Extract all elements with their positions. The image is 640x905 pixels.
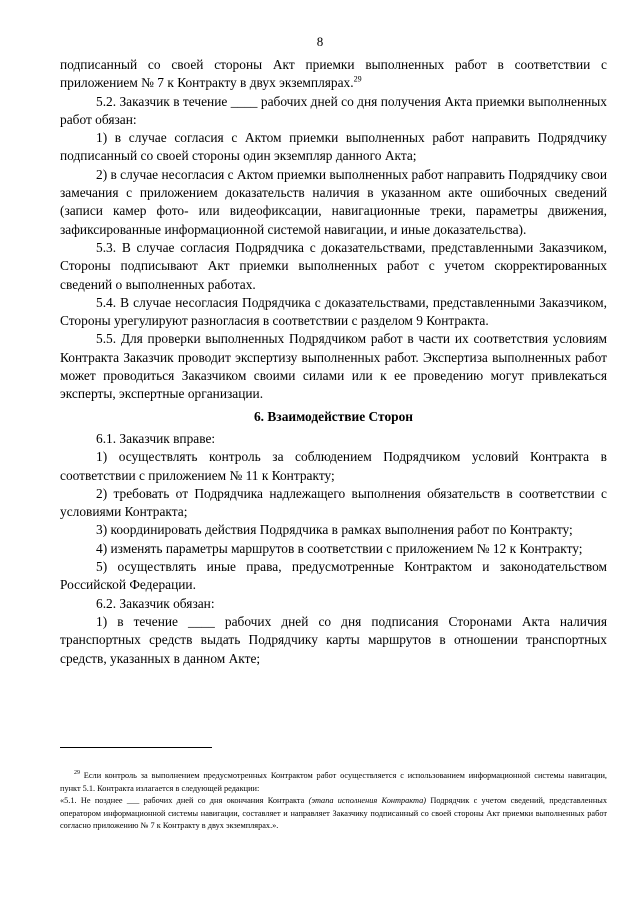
footnote-italic-text: (этапа исполнения Контракта) [308,796,427,806]
section-heading: 6. Взаимодействие Сторон [253,408,413,424]
document-body [60,56,607,668]
clause-6-1-item-3: 3) координировать действия Подрядчика в рамках выполнения работ по Контракту; [96,522,573,538]
footnote-line-1 [60,770,607,795]
footnote-text: Если контроль за выполнением предусмотренных Контрактом работ осуществляется с использованием информационной системы навигации, пункт 5.1. Контракта излагается в следующей редакции: [60,771,607,793]
clause-5-5: 5.5. Для проверки выполненных Подрядчиком работ в части их соответствия условиям Контракта Заказчик проводит экспертизу выполненных работ. Экспертиза выполненных работ может проводиться Заказчиком своими силами или к ее проведению могут привлекаться эксперты, экспертные организации. [60,331,607,402]
clause-6-1-item-2: 2) требовать от Подрядчика надлежащего выполнения обязательств в соответствии с условиями Контракта; [60,485,607,520]
footnote-text-start: «5.1. Не позднее ___ рабочих дней со дня окончания Контракта [60,796,309,806]
clause-5-3: 5.3. В случае согласия Подрядчика с доказательствами, представленными Заказчиком, Стороны подписывают Акт приемки выполненных работ с учетом скорректированных сведений о выполненных работах. [60,239,607,292]
clause-5-2-item-2: 2) в случае несогласия с Актом приемки выполненных работ направить Подрядчику свои замечания с приложением доказательств наличия в указанном акте ошибочных сведений (записи камер фото- или видеофиксации, навигационные треки, параметры движения, зафиксированные информационной системой навигации, и иные доказательства). [60,166,607,237]
clause-6-1-item-1: 1) осуществлять контроль за соблюдением Подрядчиком условий Контракта в соответствии с приложением № 11 к Контракту; [60,449,607,483]
footnote-reference[interactable]: 29 [353,74,362,84]
page-number: 8 [316,34,324,49]
paragraph-text: подписанный со своей стороны Акт приемки выполненных работ в соответствии с приложением № 7 к Контракту в двух экземплярах. [60,57,607,91]
clause-6-2-item-1: 1) в течение ____ рабочих дней со дня подписания Сторонами Акта наличия транспортных средств выдать Подрядчику карты маршрутов в отношении транспортных средств, указанных в данном Акте; [60,613,607,666]
clause-5-2: 5.2. Заказчик в течение ____ рабочих дней со дня получения Акта приемки выполненных работ обязан: [60,93,607,127]
paragraph-continuation [60,56,607,93]
footnote-divider [60,747,212,748]
clause-6-1-item-5: 5) осуществлять иные права, предусмотренные Контрактом и законодательством Российской Федерации. [60,559,607,593]
clause-5-2-item-1: 1) в случае согласия с Актом приемки выполненных работ направить Подрядчику подписанный со своей стороны один экземпляр данного Акта; [60,130,607,164]
clause-6-1-item-4: 4) изменять параметры маршрутов в соответствии с приложением № 12 к Контракту; [96,540,583,556]
clause-5-4: 5.4. В случае несогласия Подрядчика с доказательствами, представленными Заказчиком, Стороны урегулируют разногласия в соответствии с разделом 9 Контракта. [60,294,607,329]
clause-6-1: 6.1. Заказчик вправе: [96,430,216,446]
clause-6-2: 6.2. Заказчик обязан: [96,595,215,611]
footnote-line-2 [60,795,607,833]
footnote-text-end: Подрядчик с учетом сведений, представленных оператором информационной системы навигации, составляет и направляет Заказчику подписанный со своей стороны Акт приемки выполненных работ согласно приложению № 7 к Контракту в двух экземплярах.». [60,796,607,831]
footnote-mark: 29 [74,770,80,777]
footnote [60,770,607,833]
